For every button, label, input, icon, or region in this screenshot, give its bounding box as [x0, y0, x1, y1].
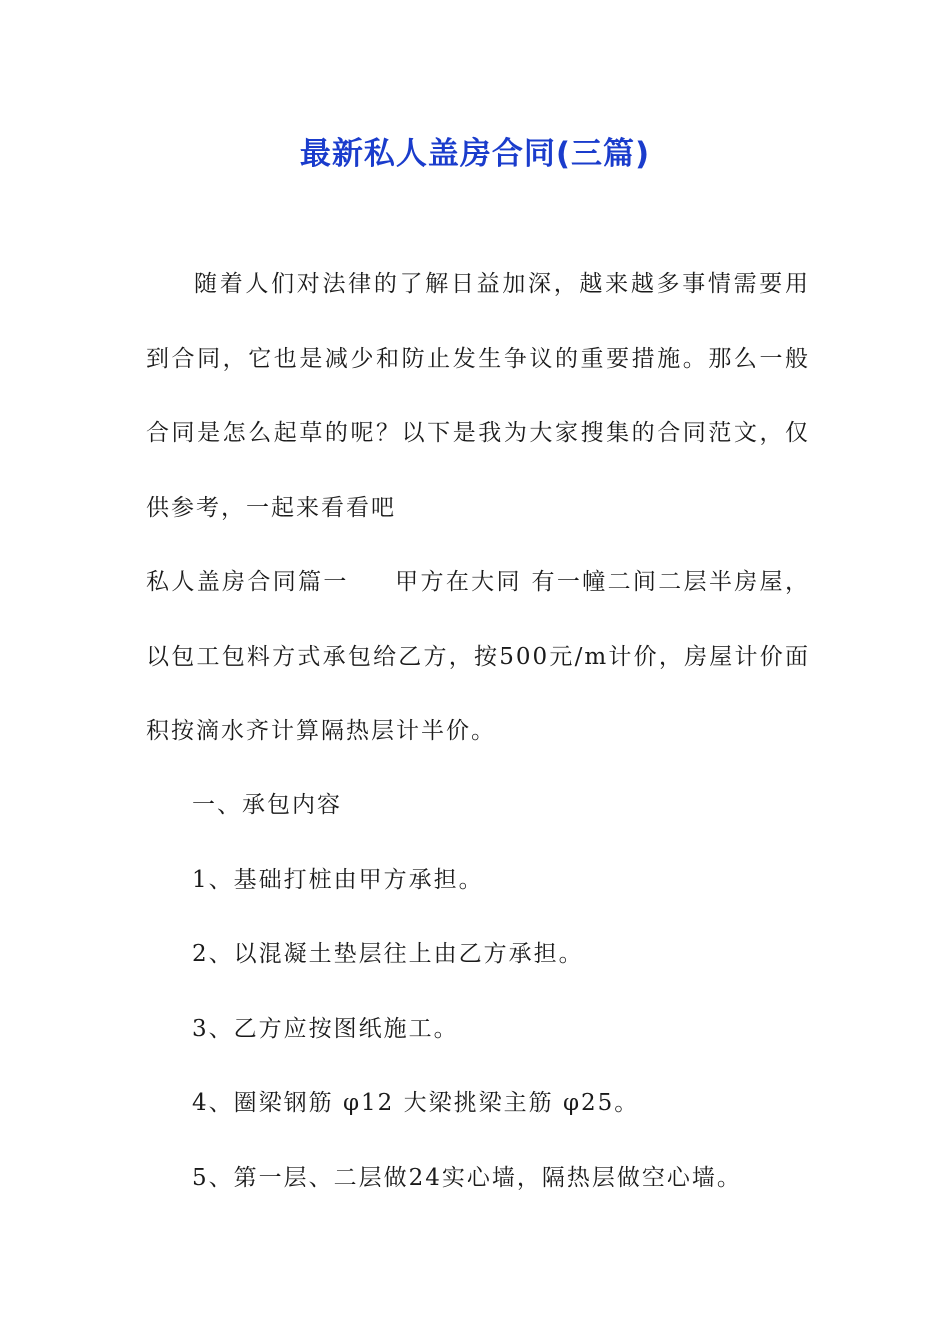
list-item: 4、圈梁钢筋 φ12 大梁挑梁主筋 φ25。 — [192, 1090, 640, 1116]
list-item: 2、以混凝土垫层往上由乙方承担。 — [192, 941, 584, 967]
list-item: 1、基础打桩由甲方承担。 — [192, 866, 484, 893]
list-item: 5、第一层、二层做24实心墙，隔热层做空心墙。 — [192, 1164, 742, 1191]
document-title: 最新私人盖房合同(三篇) — [299, 136, 651, 172]
section-one-text: 甲方在大同 有一幢二间二层半房屋，以包工包料方式承包给乙方，按500元/m计价，房屋计价面积按滴水齐计算隔热层计半价。 — [146, 569, 810, 744]
list-item: 一、承包内容 — [192, 792, 342, 818]
contract-items-list — [146, 768, 810, 1215]
section-one-paragraph — [146, 545, 810, 769]
section-one-heading: 私人盖房合同篇一 — [146, 569, 349, 595]
intro-paragraph: 随着人们对法律的了解日益加深，越来越多事情需要用到合同，它也是减少和防止发生争议的重要措施。那么一般合同是怎么起草的呢？以下是我为大家搜集的合同范文，仅供参考，一起来看看吧 — [146, 271, 810, 521]
list-item: 3、乙方应按图纸施工。 — [192, 1015, 459, 1042]
